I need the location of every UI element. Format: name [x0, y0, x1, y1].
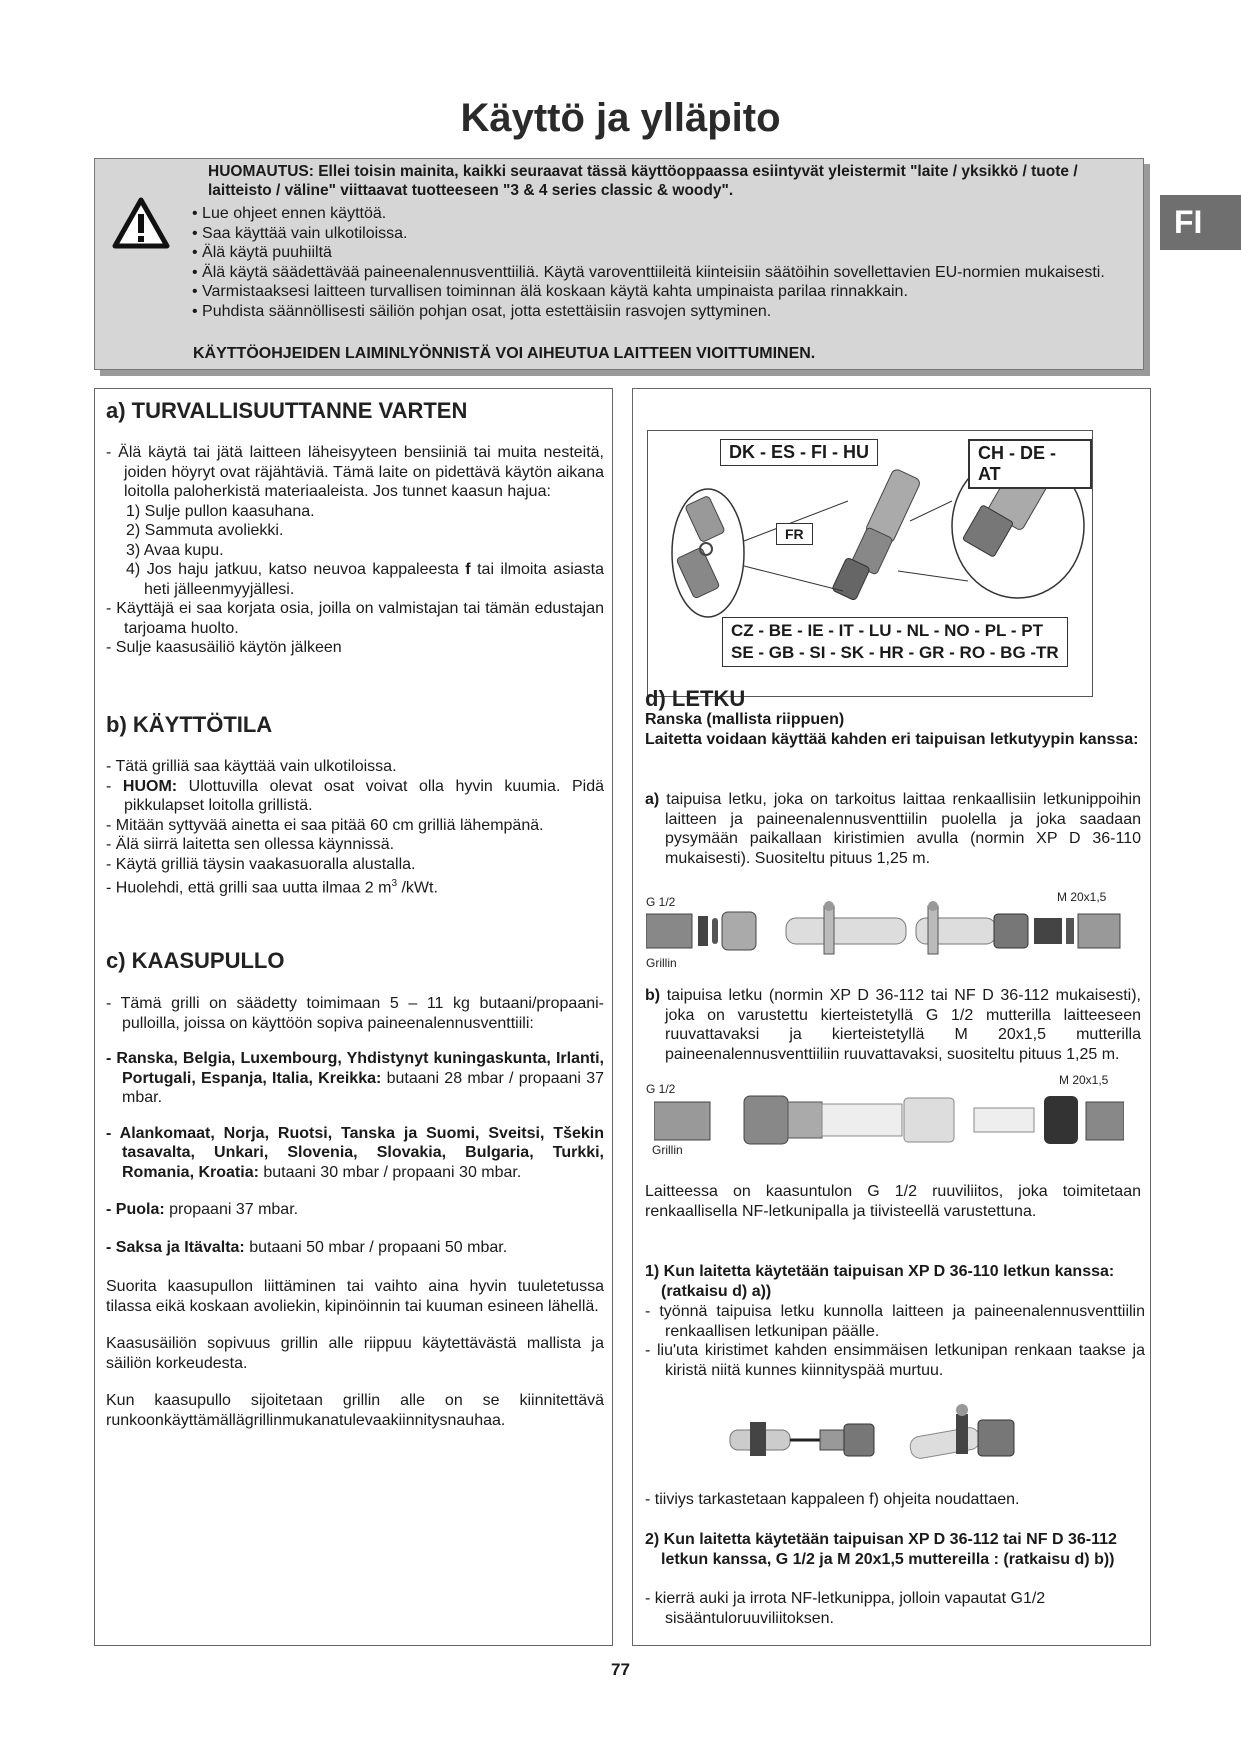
section-d-subtitle: Ranska (mallista riippuen) — [645, 711, 845, 728]
section-b-item — [106, 777, 604, 816]
section-c-paragraph: Suorita kaasupullon liittäminen tai vaihto aina hyvin tuuletetussa tilassa eikä koskaan avoliekin, kipinöinnin tai kuuman esineen lähellä. — [106, 1278, 604, 1315]
step-2-title: 2) Kun laitetta käytetään taipuisan XP D 36-112 tai NF D 36-112 letkun kanssa, G 1/2 ja M 20x1,5 muttereilla : (ratkaisu d) b)) — [645, 1531, 1117, 1568]
section-d-title: d) LETKU — [645, 686, 746, 711]
warning-icon — [112, 197, 170, 254]
country-list: - Alankomaat, Norja, Ruotsi, Tanska ja Suomi, Sveitsi, Tšekin tasavalta, Unkari, Slovenia, Slovakia, Bulgaria, Turkki, Romania, Kroatia: — [106, 1124, 604, 1181]
section-a-steps — [106, 502, 604, 600]
country-box: FR — [776, 523, 813, 545]
section-b-body — [106, 757, 604, 898]
item-sup: 3 — [391, 878, 398, 889]
country-group — [106, 1124, 604, 1183]
pressure-text: propaani 37 mbar. — [164, 1201, 299, 1218]
notice-bullets — [192, 204, 1112, 321]
step-1-title: 1) Kun laitetta käytetään taipuisan XP D 36-110 letkun kanssa: (ratkaisu d) a)) — [645, 1263, 1115, 1300]
notice-bullet: • Varmistaaksesi laitteen turvallisen toiminnan älä koskaan käytä kahta umpinaista parilaa rinnakkain. — [192, 283, 908, 300]
step: 2) Sammuta avoliekki. — [126, 522, 284, 539]
section-c-intro: - Tämä grilli on säädetty toimimaan 5 – 11 kg butaani/propaani-pulloilla, joissa on käyttöön sopiva paineenalennusventtiili: — [106, 995, 604, 1032]
step-text: 4) Jos haju jatkuu, katso neuvoa kappaleesta — [126, 561, 466, 578]
pressure-text: butaani 30 mbar / propaani 30 mbar. — [258, 1163, 522, 1181]
notice-bullet: • Lue ohjeet ennen käyttöä. — [192, 205, 387, 222]
section-c-title: c) KAASUPULLO — [106, 948, 285, 973]
language-tab: FI — [1160, 195, 1241, 250]
notice-footer: KÄYTTÖOHJEIDEN LAIMINLYÖNNISTÄ VOI AIHEUTUA LAITTEEN VIOITTUMINEN. — [193, 345, 816, 362]
country-list: - Ranska, Belgia, Luxembourg, Yhdistynyt kuningaskunta, Irlanti, Portugali, Espanja, Italia, Kreikka: — [106, 1050, 604, 1087]
pressure-text: butaani 28 mbar / propaani 37 mbar. — [122, 1069, 604, 1106]
page-number: 77 — [611, 1660, 630, 1679]
country-box: CH - DE - AT — [968, 439, 1092, 489]
hose-type-a — [645, 790, 1141, 868]
item-emphasis: HUOM: — [122, 777, 178, 795]
notice-bullet: • Älä käytä puuhiiltä — [192, 244, 332, 261]
hose-description: taipuisa letku, joka on tarkoitus laittaa renkaallisiin letkunippoihin laitteen ja paineenalennusventtiilin puolella ja joka saadaan pysymään paikallaan kiristimien avulla (normin XP D 36-110 mukaisesti). Suositeltu pituus 1,25 m. — [659, 791, 1141, 867]
clamp-illustration — [720, 1400, 1040, 1475]
page-title: Käyttö ja ylläpito — [460, 96, 781, 140]
section-a-title: a) TURVALLISUUTTANNE VARTEN — [106, 398, 468, 423]
step-item: - tiiviys tarkastetaan kappaleen f) ohjeita noudattaen. — [645, 1491, 1020, 1508]
thread-label: G 1/2 — [646, 895, 676, 909]
section-b-title: b) KÄYTTÖTILA — [106, 712, 273, 737]
section-c-paragraph: Kaasusäiliön sopivuus grillin alle riippuu käytettävästä mallista ja säiliön korkeudesta. — [106, 1335, 604, 1372]
step: 1) Sulje pullon kaasuhana. — [126, 502, 315, 520]
section-a-item: - Sulje kaasusäiliö käytön jälkeen — [106, 639, 342, 656]
country-group — [106, 1238, 604, 1258]
section-b-item: - Mitään syttyvää ainetta ei saa pitää 60 cm grilliä lähempänä. — [106, 816, 544, 834]
pressure-text: butaani 50 mbar / propaani 50 mbar. — [244, 1238, 508, 1256]
notice-heading: HUOMAUTUS: Ellei toisin mainita, kaikki seuraavat tässä käyttöoppaassa esiintyvät yleistermit "laite / yksikkö / tuote / laitteisto / väline" viittaavat tuotteeseen "3 & 4 series classic & woody". — [208, 163, 1078, 199]
connector-illustration — [647, 430, 1093, 697]
step-item: - työnnä taipuisa letku kunnolla laitteen ja paineenalennusventtiilin renkaallisen letkunipan päälle. — [645, 1303, 1145, 1340]
step-item: - liu'uta kiristimet kahden ensimmäisen letkunipan renkaan taakse ja kiristä niitä kunnes kiinnityspää murtuu. — [645, 1342, 1145, 1379]
step-ref: f — [465, 561, 471, 578]
country-group — [106, 1049, 604, 1108]
notice-bullet: • Saa käyttää vain ulkotiloissa. — [192, 224, 408, 242]
step — [126, 560, 604, 599]
country-box: DK - ES - FI - HU — [720, 439, 878, 466]
country-list: - Saksa ja Itävalta: — [106, 1238, 245, 1256]
hose-type-b — [645, 986, 1141, 1064]
country-list: - Puola: — [106, 1201, 165, 1218]
item-text: Ulottuvilla olevat osat voivat olla hyvin kuumia. Pidä pikkulapset loitolla grillistä. — [124, 777, 604, 814]
step-1-items — [645, 1302, 1145, 1380]
country-list-line: SE - GB - SI - SK - HR - GR - RO - BG -TR — [731, 643, 1059, 662]
section-b-item — [106, 874, 604, 898]
step-item: - kierrä auki ja irrota NF-letkunippa, jolloin vapautat G1/2 sisääntuloruuviliitoksen. — [645, 1590, 1046, 1627]
section-b-item: - Älä siirrä laitetta sen ollessa käynnissä. — [106, 836, 395, 853]
section-d-paragraph: Laitteessa on kaasuntulon G 1/2 ruuviliitos, joka toimitetaan renkaallisella NF-letkunipalla ja tiivisteellä varustettuna. — [645, 1183, 1141, 1220]
country-list-line: CZ - BE - IE - IT - LU - NL - NO - PL - PT — [731, 621, 1043, 640]
hose-end-label: Grillin — [652, 1143, 683, 1157]
section-d-intro: Laitetta voidaan käyttää kahden eri taipuisan letkutyypin kanssa: — [645, 731, 1139, 748]
hose-description: taipuisa letku (normin XP D 36-112 tai NF D 36-112 mukaisesti), joka on varustettu kierteistetyllä G 1/2 mutterilla laitteeseen ruuvattavaksi ja kierteistetyllä M 20x1,5 mutterilla paineenalennusventtiiliin ruuvattavaksi, suositeltu pituus 1,25 m. — [660, 987, 1141, 1063]
country-box-list — [722, 617, 1068, 667]
hose-end-label: Grillin — [646, 956, 677, 970]
section-c-body — [106, 994, 604, 1430]
section-b-item: - Käytä grilliä täysin vaakasuoralla alustalla. — [106, 855, 416, 873]
step: 3) Avaa kupu. — [126, 541, 224, 559]
notice-bullet: • Puhdista säännöllisesti säiliön pohjan osat, jotta estettäisiin rasvojen syttyminen. — [192, 302, 772, 320]
hose-label: b) — [645, 987, 661, 1004]
step-text: tai ilmoita asiasta heti jälleenmyyjällesi. — [144, 561, 604, 598]
country-group — [106, 1200, 604, 1220]
section-a-body — [106, 443, 604, 658]
thread-label: M 20x1,5 — [1057, 890, 1107, 904]
hose-a-illustration — [646, 900, 1136, 965]
item-text: - — [106, 777, 123, 795]
thread-label: M 20x1,5 — [1059, 1073, 1109, 1087]
section-b-item: - Tätä grilliä saa käyttää vain ulkotiloissa. — [106, 758, 397, 775]
section-a-item: - Käyttäjä ei saa korjata osia, joilla on valmistajan tai tämän edustajan tarjoama huolto. — [106, 600, 604, 637]
hose-b-illustration — [654, 1088, 1124, 1157]
item-text: /kWt. — [397, 879, 438, 897]
section-c-paragraph: Kun kaasupullo sijoitetaan grillin alle on se kiinnitettävä runkoonkäyttämällägrillinmukanatulevaakiinnitysnauhaa. — [106, 1392, 604, 1429]
section-a-item: - Älä käytä tai jätä laitteen läheisyyteen bensiiniä tai muita nesteitä, joiden höyryt ovat räjähtäviä. Tämä laite on pidettävä käytön aikana loitolla paloherkistä materiaaleista. Jos tunnet kaasun hajua: — [106, 444, 604, 500]
notice-bullet: • Älä käytä säädettävää paineenalennusventtiiliä. Käytä varoventtiileitä kiinteisiin säätöihin sovellettavien EU-normien mukaisesti. — [192, 263, 1105, 281]
item-text: - Huolehdi, että grilli saa uutta ilmaa 2 m — [106, 879, 392, 897]
hose-label: a) — [645, 791, 660, 808]
thread-label: G 1/2 — [646, 1082, 676, 1096]
